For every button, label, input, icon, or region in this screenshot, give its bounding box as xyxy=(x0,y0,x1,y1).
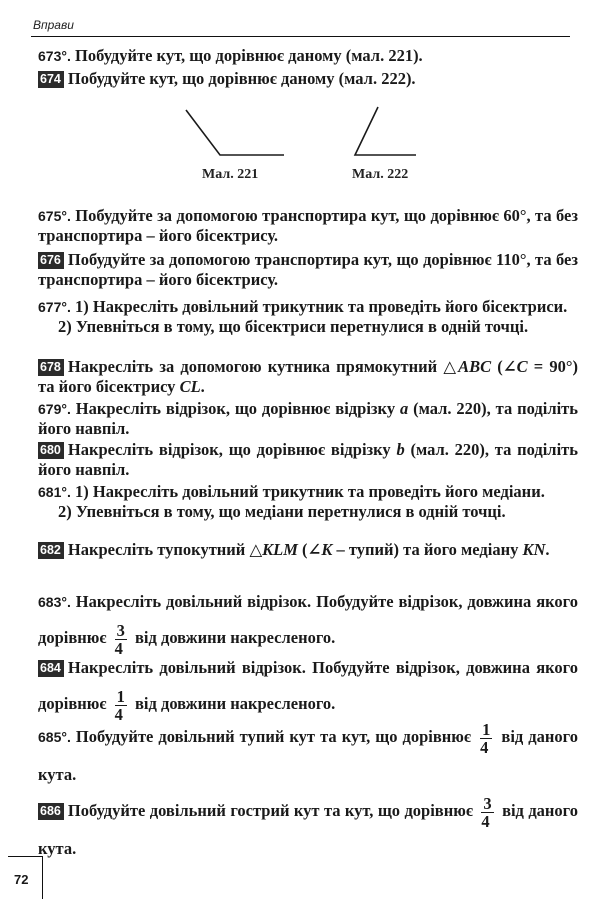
exercise-number-boxed: 676 xyxy=(38,252,64,269)
fraction-numerator: 1 xyxy=(482,719,491,739)
exercise-number-boxed: 682 xyxy=(38,542,64,559)
exercise-number-boxed: 680 xyxy=(38,442,64,459)
exercise-number-boxed: 686 xyxy=(38,803,64,820)
exercise-number-boxed: 678 xyxy=(38,359,64,376)
exercise-number: 675°. xyxy=(38,208,71,224)
exercise-683 xyxy=(38,584,578,657)
exercise-text: від даного кута. xyxy=(38,727,578,784)
exercise-text: . xyxy=(545,540,550,559)
figure-222-angle xyxy=(355,107,416,155)
exercise-678 xyxy=(38,357,578,397)
exercise-677 xyxy=(38,297,578,337)
exercise-text: Побудуйте довільний гострий кут та кут, що дорівнює xyxy=(67,801,473,820)
fraction-denominator: 4 xyxy=(480,737,489,757)
exercise-text: Побудуйте кут, що дорівнює даному (мал. 221). xyxy=(74,46,423,65)
fraction-denominator: 4 xyxy=(114,638,123,658)
exercise-684 xyxy=(38,650,578,723)
exercise-673 xyxy=(38,46,578,66)
exercise-text: від довжини накресленого. xyxy=(135,628,336,647)
fraction-denominator: 4 xyxy=(481,811,490,831)
triangle-name: △ABC xyxy=(443,357,492,376)
fraction-numerator: 1 xyxy=(116,686,125,706)
exercise-text: = 90°) та його бісектрису xyxy=(38,357,578,396)
exercise-679 xyxy=(38,399,578,439)
exercise-text: Побудуйте за допомогою транспортира кут, що дорівнює 110°, та без транспортира – його бісектрису. xyxy=(38,250,578,289)
exercise-text: . xyxy=(200,377,205,396)
exercise-text: Побудуйте за допомогою транспортира кут, що дорівнює 60°, та без транспортира – його бісектрису. xyxy=(38,206,579,245)
section-label: Вправи xyxy=(33,18,74,32)
fraction xyxy=(480,721,492,756)
median-name: KN xyxy=(522,540,546,559)
exercise-text: 1) Накресліть довільний трикутник та проведіть його бісектриси. xyxy=(74,297,568,316)
exercise-text: (мал. 220), та поділіть його навпіл. xyxy=(38,440,578,479)
exercise-text: – тупий) та його медіану xyxy=(332,540,523,559)
exercise-text-part2: 2) Упевніться в тому, що бісектриси перетнулися в одній точці. xyxy=(58,317,529,336)
exercise-text: Накресліть довільний відрізок. Побудуйте відрізок, довжина якого дорівнює xyxy=(38,658,578,713)
triangle-name: △KLM xyxy=(249,540,298,559)
exercise-number: 673°. xyxy=(38,48,71,64)
exercise-text: Побудуйте довільний тупий кут та кут, що дорівнює xyxy=(75,727,472,746)
exercise-text: Накресліть за допомогою кутника прямокутний xyxy=(67,357,444,376)
header-rule xyxy=(31,36,570,37)
exercise-text: від даного кута. xyxy=(38,801,579,858)
exercise-685 xyxy=(38,718,578,794)
exercise-686 xyxy=(38,792,578,868)
exercise-text: ( xyxy=(297,540,308,559)
exercise-674 xyxy=(38,69,578,89)
fraction-denominator: 4 xyxy=(114,704,123,724)
angle-figures xyxy=(0,95,600,195)
figure-222-caption: Мал. 222 xyxy=(352,167,409,182)
exercise-675 xyxy=(38,206,578,246)
exercise-text: ( xyxy=(491,357,503,376)
exercise-682 xyxy=(38,540,578,560)
segment-variable: b xyxy=(396,440,405,459)
exercise-number: 681°. xyxy=(38,484,71,500)
exercise-text-part2: 2) Упевніться в тому, що медіани перетнулися в одній точці. xyxy=(58,502,506,521)
exercise-text: Накресліть тупокутний xyxy=(67,540,250,559)
exercise-text: Накресліть довільний відрізок. Побудуйте відрізок, довжина якого дорівнює xyxy=(38,592,578,647)
figure-221-angle xyxy=(186,110,284,155)
segment-variable: a xyxy=(399,399,409,418)
bisector-name: CL xyxy=(179,377,201,396)
exercise-676 xyxy=(38,250,578,290)
exercise-text: Накресліть відрізок, що дорівнює відрізку xyxy=(67,440,397,459)
exercise-number: 683°. xyxy=(38,594,71,610)
exercise-680 xyxy=(38,440,578,480)
exercise-681 xyxy=(38,482,578,522)
fraction xyxy=(481,795,493,830)
figure-221-caption: Мал. 221 xyxy=(202,167,259,182)
angle-name: ∠C xyxy=(502,357,528,376)
page-number: 72 xyxy=(14,872,29,887)
exercise-text: Накресліть відрізок, що дорівнює відрізку xyxy=(75,399,400,418)
exercise-number-boxed: 684 xyxy=(38,660,64,677)
exercise-text: (мал. 220), та поділіть його навпіл. xyxy=(38,399,578,438)
fraction-numerator: 3 xyxy=(483,793,492,813)
exercise-number: 677°. xyxy=(38,299,71,315)
angle-name: ∠K xyxy=(307,540,333,559)
exercise-number: 679°. xyxy=(38,401,71,417)
exercise-text: Побудуйте кут, що дорівнює даному (мал. 222). xyxy=(67,69,416,88)
exercise-text: 1) Накресліть довільний трикутник та проведіть його медіани. xyxy=(74,482,545,501)
exercise-number-boxed: 674 xyxy=(38,71,64,88)
exercise-text: від довжини накресленого. xyxy=(135,694,336,713)
exercise-number: 685°. xyxy=(38,729,71,745)
fraction-numerator: 3 xyxy=(116,620,125,640)
